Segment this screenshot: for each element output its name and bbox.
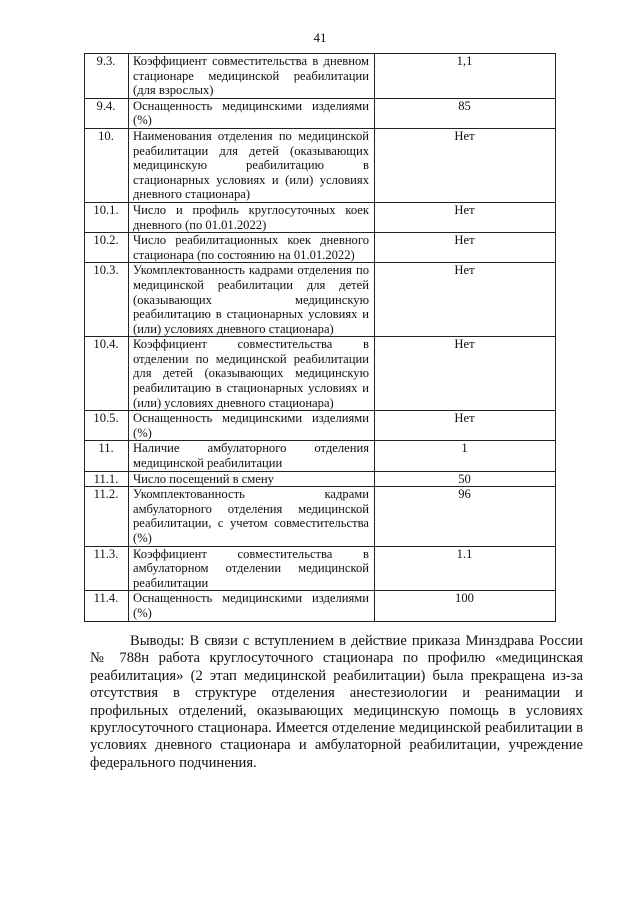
row-value: 100 [375,591,556,621]
table-row [85,233,556,263]
row-number: 10.2. [85,233,129,263]
table-row [85,591,556,621]
row-value: 1.1 [375,546,556,591]
row-value: Нет [375,411,556,441]
row-number: 10.1. [85,202,129,232]
row-description: Оснащенность медицинскими изделиями (%) [129,591,375,621]
row-description: Число посещений в смену [129,471,375,487]
row-description: Наличие амбулаторного отделения медицинской реабилитации [129,441,375,471]
table-row [85,202,556,232]
row-number: 10.3. [85,263,129,337]
table-row [85,546,556,591]
table-row [85,98,556,128]
row-number: 11.3. [85,546,129,591]
row-number: 10.5. [85,411,129,441]
row-number: 11.1. [85,471,129,487]
row-number: 9.3. [85,54,129,99]
table-row [85,487,556,546]
row-description: Число и профиль круглосуточных коек дневного (по 01.01.2022) [129,202,375,232]
row-number: 11.4. [85,591,129,621]
row-value: Нет [375,263,556,337]
table-row [85,128,556,202]
row-description: Коэффициент совместительства в амбулаторном отделении медицинской реабилитации [129,546,375,591]
row-number: 10.4. [85,337,129,411]
table-row [85,54,556,99]
row-value: Нет [375,128,556,202]
table-row [85,411,556,441]
table-row [85,337,556,411]
row-value: Нет [375,337,556,411]
row-description: Наименования отделения по медицинской реабилитации для детей (оказывающих медицинскую реабилитацию в стационарных условиях и (или) условиях дневного стационара) [129,128,375,202]
row-value: 1,1 [375,54,556,99]
table-row [85,471,556,487]
row-value: 50 [375,471,556,487]
row-number: 11.2. [85,487,129,546]
row-description: Коэффициент совместительства в дневном стационаре медицинской реабилитации (для взрослых) [129,54,375,99]
row-description: Оснащенность медицинскими изделиями (%) [129,98,375,128]
row-description: Укомплектованность кадрами амбулаторного отделения медицинской реабилитации, с учетом совместительства (%) [129,487,375,546]
page-number: 41 [313,30,327,45]
row-number: 9.4. [85,98,129,128]
indicators-table [84,53,556,622]
row-number: 11. [85,441,129,471]
row-description: Укомплектованность кадрами отделения по медицинской реабилитации для детей (оказывающих медицинскую реабилитацию в стационарных условиях и (или) условиях дневного стационара) [129,263,375,337]
row-value: Нет [375,233,556,263]
table-row [85,263,556,337]
row-value: Нет [375,202,556,232]
row-value: 85 [375,98,556,128]
row-description: Число реабилитационных коек дневного стационара (по состоянию на 01.01.2022) [129,233,375,263]
table-row [85,441,556,471]
row-value: 1 [375,441,556,471]
row-number: 10. [85,128,129,202]
row-value: 96 [375,487,556,546]
conclusion-paragraph: Выводы: В связи с вступлением в действие приказа Минздрава России № 788н работа круглосуточного стационара по профилю «медицинская реабилитация» (2 этап медицинской реабилитации) была прекращена из-за отсутствия в структуре отделения анестезиологии и реанимации и профильных отделений, оказывающих медицинскую помощь в условиях круглосуточного стационара. Имеется отделение медицинской реабилитации в условиях дневного стационара и амбулаторной реабилитации, учреждение федерального подчинения. [90,633,583,771]
row-description: Оснащенность медицинскими изделиями (%) [129,411,375,441]
row-description: Коэффициент совместительства в отделении по медицинской реабилитации для детей (оказывающих медицинскую реабилитацию в стационарных условиях и (или) условиях дневного стационара) [129,337,375,411]
